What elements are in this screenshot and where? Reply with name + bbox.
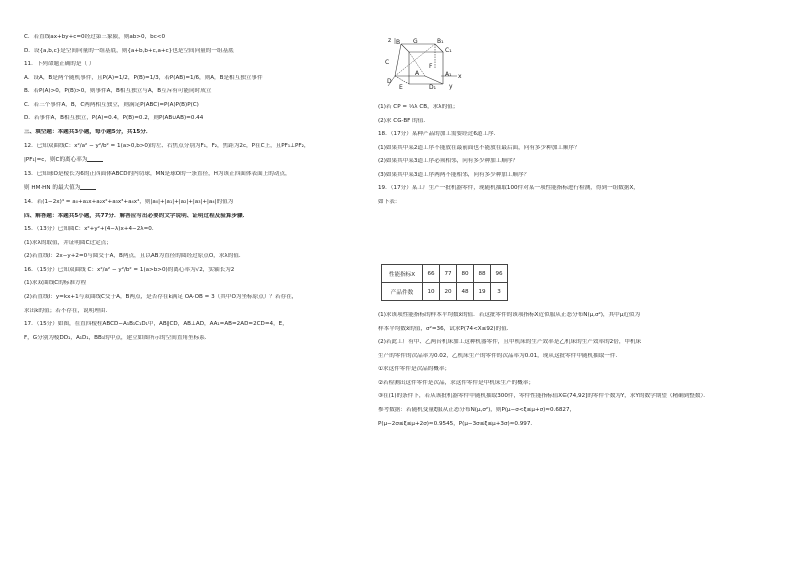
vertex-label: C₁ [445,47,452,54]
line-text: 18．（17分）某种产品的加工需要经过6道工序． [378,131,500,138]
table-cell: 80 [457,265,474,283]
question-stem [24,321,362,328]
prism-figure [385,38,465,90]
line-text: (2)若直线l：y=kx+1与双曲线C交于A，B两点，是否存在k满足 OA·OB = 3（其中O为坐标原点）？若存在， [24,293,298,300]
line-text: 15．（13分）已知圆C：x²+y²+(4−λ)x+4−2λ=0． [24,226,158,233]
line-text: (1)求该项性能指标的样本平均数x̄的值．若这批零件的该项指标X近似服从正态分布N(μ,σ²)，其中μ近似为 [378,312,641,318]
line-text: (1)若 CP = ⅓λ CB，求λ的值； [378,104,459,110]
vertex-label: A [415,70,420,77]
line-text: (2)若直线l：2x−y+2=0与圆交于A，B两点，且以AB为直径的圆经过原点O，求λ的值． [24,253,245,260]
text-line [378,172,768,179]
line-text: |PF₁|=c，则C的离心率为 [24,157,88,164]
section-heading [24,213,362,220]
line-text: 样本平均数x̄的值，σ²=36，试求P(74<X≤92)的值． [378,325,513,332]
table-cell: 66 [423,265,440,283]
text-line [24,240,362,247]
question-stem [24,143,362,150]
text-line [378,353,768,360]
line-text: 如下表： [378,199,401,206]
text-line [24,34,362,41]
line-text: C．若三个事件A，B，C两两相互独立，则满足P(ABC)=P(A)P(B)P(C) [24,101,199,108]
vertex-label: B [396,39,401,46]
vertex-label: B₁ [437,38,444,45]
line-text: 14．若(1−2x)⁴ = a₀+a₁x+a₂x²+a₃x³+a₄x⁴，则|a₀|+|a₁|+|a₂|+|a₃|+|a₄|的值为 [24,198,234,205]
text-line [24,308,362,315]
axis-label: z [388,38,392,44]
text-line [378,158,768,165]
line-text: F，G分别为棱DD₁，A₁D₁，BB₁的中点，建立如图所示的空间直角坐标系． [24,334,211,341]
text-line [24,253,362,260]
text-line [378,312,768,319]
line-text: D．设{a,b,c}是空间向量的一组基底，则{a+b,b+c,a+c}也是空间向量的一组基底 [24,47,234,54]
table-cell: 10 [423,283,440,301]
table-cell: 3 [491,283,508,301]
text-line [378,380,768,387]
vertex-label: G [413,38,418,45]
line-text: B．若P(A)>0，P(B)>0，则事件A，B相互独立与A，B互斥有可能同时成立 [24,88,212,95]
question-stem [24,267,362,274]
line-text: 12．已知双曲线C：x²/a² − y²/b² = 1(a>0,b>0)的左、右焦点分别为F₁，F₂，焦距为2c，P在C上，且PF₁⊥PF₂， [24,142,310,149]
table-cell: 96 [491,265,508,283]
vertex-label: A₁ [445,71,452,78]
text-line [24,280,362,287]
table-cell: 20 [440,283,457,301]
axis-label: y [449,83,453,90]
table-cell: 产品件数 [382,283,423,301]
vertex-label: D [387,78,392,85]
right-column-top [378,104,768,213]
text-line [378,118,768,125]
line-text: D．若事件A，B相互独立，P(A)=0.4，P(B)=0.2，则P(AB̄∪ĀB)=0.44 [24,115,204,122]
vertex-label: C [385,59,390,66]
table-cell: 48 [457,283,474,301]
text-line [378,421,768,428]
line-text: (1)如果其中某2道工序不能放在最前面也不能放在最后面，问有多少种加工顺序？ [378,144,580,151]
line-text: (2)若此工厂有甲、乙两台机床加工这种机器零件，且甲机床的生产效率是乙机床的生产效率的2倍，甲机床 [378,339,642,346]
line-text: P(μ−2σ≤ξ≤μ+2σ)≈0.9545，P(μ−3σ≤ξ≤μ+3σ)≈0.997． [378,420,537,427]
line-text: (3)如果其中某3道工序两两不能相邻，问有多少种加工顺序？ [378,171,530,178]
question-stem [24,171,362,178]
table-row [382,283,508,301]
line-text: 求出k的值；若不存在，说明理由． [24,307,112,314]
line-text: ③在(1)的条件下，若从该批机器零件中随机抽取300件，零件性能指标值X∈(74,92]的零件个数为Y，求Y的数学期望（精确到整数）． [378,393,709,400]
line-text: 11．下列命题正确的是（ ） [24,61,95,68]
text-line [24,294,362,301]
line-text: 16．（15分）已知双曲线 C：x²/a² − y²/b² = 1(a>b>0)的离心率为√2，实轴长为2 [24,266,235,273]
left-column [24,34,362,348]
question-stem [24,61,362,68]
text-line [378,145,768,152]
line-text: ②若检测出这件零件是次品，求这件零件是甲机床生产的概率； [378,379,535,386]
text-line [378,366,768,373]
text-line [378,104,768,111]
question-stem [378,185,768,192]
distribution-table [381,264,508,301]
line-text: 13．已知球O是棱长为6的正四面体ABCD的内切球，MN是球O的一条直径，H为该正四面体表面上的动点， [24,170,291,177]
answer-blank [87,156,103,162]
line-text: C．若直线ax+by+c=0经过第三象限，则ab>0，bc<0 [24,34,166,40]
question-stem [378,131,768,138]
text-line [378,199,768,206]
text-line [378,326,768,333]
table-cell: 88 [474,265,491,283]
line-text: A．设A，B是两个随机事件，且P(A)=1/2，P(B)=1/3，若P(AB)=1/6，则A，B是相互独立事件 [24,74,263,81]
vertex-label: E [399,84,403,90]
question-stem [24,199,362,206]
text-line [378,339,768,346]
line-text: (2)求 CG·BF 的值． [378,117,429,124]
vertex-label: D₁ [429,84,437,90]
line-text: 17．（15分）如图，在直四棱柱ABCD−A₁B₁C₁D₁中，AB∥CD，AB⊥AD，AA₁=AB=2AD=2CD=4，E， [24,321,288,328]
right-column-bottom [378,312,768,434]
table-cell: 19 [474,283,491,301]
vertex-label: F [429,63,433,70]
text-line [24,115,362,122]
table-row [382,265,508,283]
text-line [24,48,362,55]
line-text: 三、填空题：本题共3小题，每小题5分，共15分． [24,129,152,136]
line-text: 则 HM·HN 的最大值为 [24,185,81,192]
line-text: 参考数据：若随机变量ξ服从正态分布N(μ,σ²)，则P(μ−σ<ξ≤μ+σ)≈0.6827， [378,407,576,414]
answer-blank [80,184,96,190]
axis-label: x [458,73,462,80]
line-text: (1)求λ的取值，并证明圆C过定点； [24,239,112,246]
text-line [378,407,768,414]
line-text: ①求这件零件是次品的概率； [378,366,451,373]
text-line [24,184,362,192]
line-text: 四、解答题：本题共5小题，共77分．解答应写出必要的文字说明、证明过程及验算步骤． [24,212,249,219]
text-line [24,75,362,82]
text-line [24,335,362,342]
text-line [378,393,768,400]
text-line [24,102,362,109]
table-cell: 性能指标X [382,265,423,283]
table-cell: 77 [440,265,457,283]
question-stem [24,226,362,233]
line-text: 19．（17分）某工厂生产一批机器零件，现随机抽取100件对某一项性能指标进行检测，得到一组数据X， [378,185,639,192]
text-line [24,156,362,164]
line-text: (2)如果其中某3道工序必须相邻，问有多少种加工顺序？ [378,158,519,165]
line-text: 生产的零件的次品率为0.02，乙机床生产的零件的次品率为0.01，现从这批零件中随机抽取一件． [378,352,622,359]
text-line [24,88,362,95]
line-text: (1)求双曲线C的标准方程 [24,280,87,287]
section-heading [24,129,362,136]
